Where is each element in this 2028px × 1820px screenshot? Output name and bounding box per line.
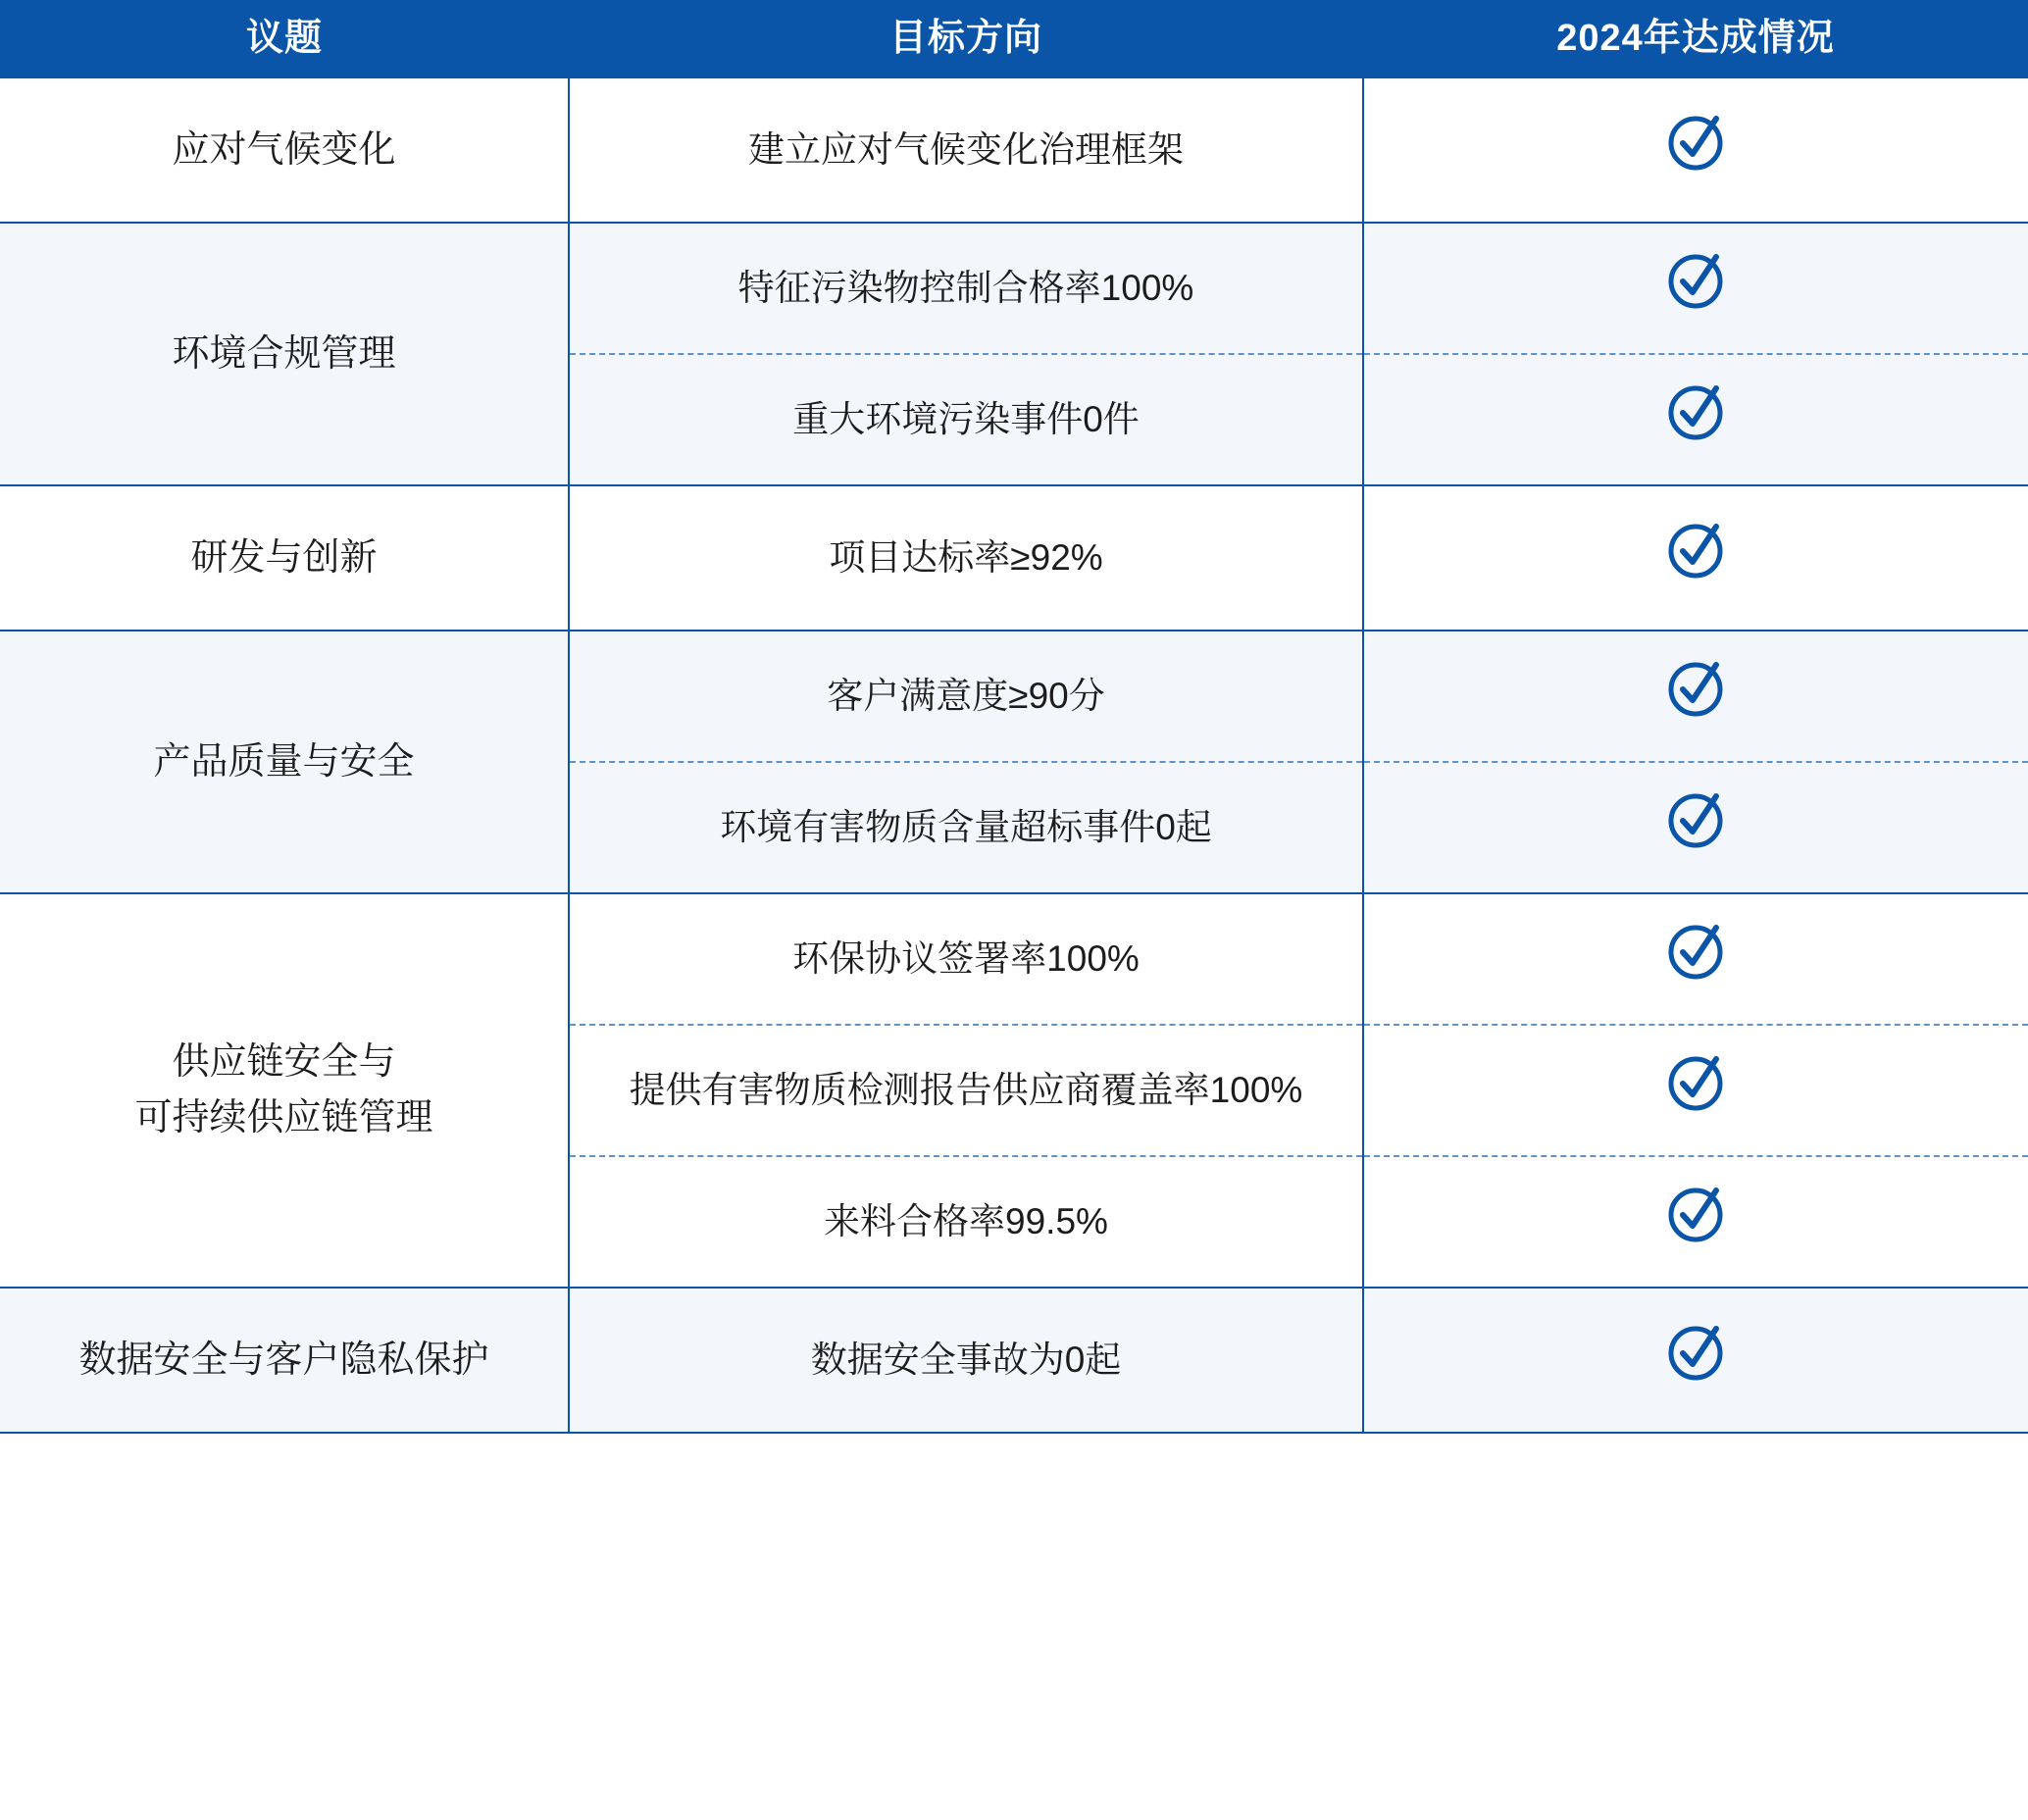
check-circle-icon (1665, 920, 1728, 983)
check-circle-icon (1665, 249, 1728, 312)
column-header-topic: 议题 (0, 0, 569, 77)
topic-label: 应对气候变化 (172, 128, 396, 171)
table-row (0, 485, 2028, 631)
target-cell: 客户满意度≥90分 (569, 631, 1363, 762)
table-header-row (0, 0, 2028, 77)
status-cell (1363, 354, 2028, 485)
table-row (0, 893, 2028, 1025)
topic-cell (0, 631, 569, 893)
target-cell: 重大环境污染事件0件 (569, 354, 1363, 485)
column-header-target: 目标方向 (569, 0, 1363, 77)
table-body (0, 77, 2028, 1433)
status-cell (1363, 1025, 2028, 1156)
target-cell: 特征污染物控制合格率100% (569, 223, 1363, 354)
target-cell: 环保协议签署率100% (569, 893, 1363, 1025)
topic-cell (0, 223, 569, 485)
target-cell: 项目达标率≥92% (569, 485, 1363, 631)
check-circle-icon (1665, 1183, 1728, 1245)
status-cell (1363, 1288, 2028, 1433)
check-circle-icon (1665, 788, 1728, 851)
topic-cell (0, 893, 569, 1288)
table-row (0, 223, 2028, 354)
status-cell (1363, 1156, 2028, 1288)
target-cell: 提供有害物质检测报告供应商覆盖率100% (569, 1025, 1363, 1156)
topic-cell (0, 485, 569, 631)
status-cell (1363, 893, 2028, 1025)
status-cell (1363, 223, 2028, 354)
topic-label: 产品质量与安全 (153, 740, 415, 783)
status-cell (1363, 631, 2028, 762)
status-cell (1363, 77, 2028, 223)
status-cell (1363, 485, 2028, 631)
table-row (0, 77, 2028, 223)
check-circle-icon (1665, 380, 1728, 443)
status-cell (1363, 762, 2028, 893)
check-circle-icon (1665, 111, 1728, 174)
target-cell: 建立应对气候变化治理框架 (569, 77, 1363, 223)
topic-label-line2: 可持续供应链管理 (134, 1097, 433, 1138)
table-row (0, 631, 2028, 762)
topic-label: 数据安全与客户隐私保护 (78, 1339, 489, 1381)
check-circle-icon (1665, 519, 1728, 581)
topic-label: 研发与创新 (190, 536, 378, 579)
target-cell: 数据安全事故为0起 (569, 1288, 1363, 1433)
topic-label: 环境合规管理 (172, 332, 396, 375)
table-row (0, 1288, 2028, 1433)
check-circle-icon (1665, 1051, 1728, 1114)
topic-cell (0, 77, 569, 223)
check-circle-icon (1665, 657, 1728, 720)
topic-label-line1: 供应链安全与 (172, 1041, 396, 1083)
check-circle-icon (1665, 1321, 1728, 1384)
topic-cell (0, 1288, 569, 1433)
column-header-status: 2024年达成情况 (1363, 0, 2028, 77)
table-header (0, 0, 2028, 77)
target-cell: 来料合格率99.5% (569, 1156, 1363, 1288)
target-cell: 环境有害物质含量超标事件0起 (569, 762, 1363, 893)
